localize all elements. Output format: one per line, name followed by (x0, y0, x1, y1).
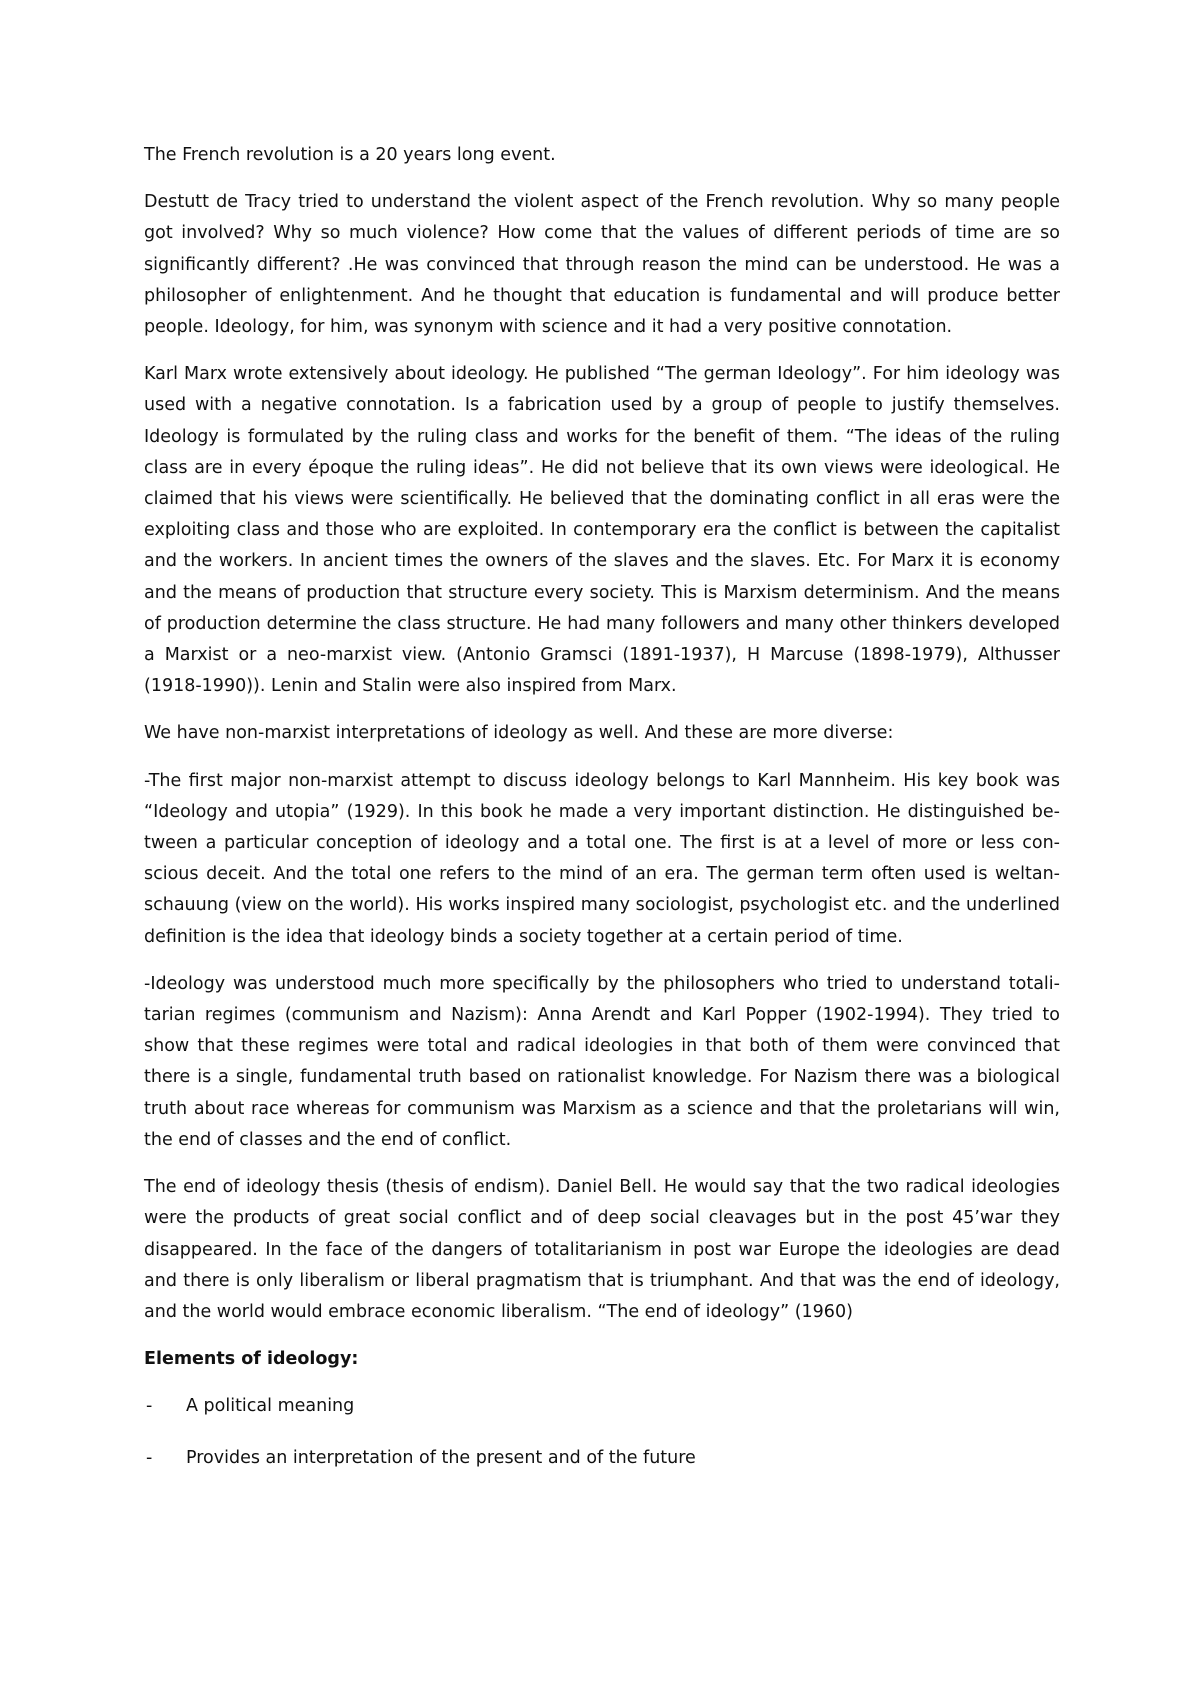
list-item-text: Provides an interpretation of the present and of the future (186, 1447, 696, 1468)
list-item (144, 1443, 1060, 1474)
bullet-dash: - (146, 1396, 153, 1417)
document-page (144, 140, 1060, 1494)
list-item (144, 1391, 1060, 1422)
paragraph-karl-mannheim: -The first major non-marxist attempt to discuss ideology belongs to Karl Mannheim. His key book was “Ideology and utopia” (1929). In this book he made a very important distinction. He distinguished between a particular conception of ideology and a total one. The first is at a level of more or less conscious deceit. And the total one refers to the mind of an era. The german term often used is weltanschauung (view on the world). His works inspired many sociologist, psychologist etc. and the underlined definition is the idea that ideology binds a society together at a certain period of time. (144, 770, 1060, 947)
paragraph-karl-marx: Karl Marx wrote extensively about ideology. He published “The german Ideology”. For him ideology was used with a negative connotation. Is a fabrication used by a group of people to justify themselves. Ideology is formulated by the ruling class and works for the benefit of them. “The ideas of the ruling class are in every époque the ruling ideas”. He did not believe that its own views were ideological. He claimed that his views were scientifically. He believed that the dominating conflict in all eras were the exploiting class and those who are exploited. In contemporary era the conflict is between the capitalist and the workers. In ancient times the owners of the slaves and the slaves. Etc. For Marx it is economy and the means of production that structure every society. This is Marxism determinism. And the means of production determine the class structure. He had many followers and many other thinkers developed a Marxist or a neo-marxist view. (Antonio Gramsci (1891-1937), H Marcuse (1898-1979), Althusser (1918-1990)). Lenin and Stalin were also inspired from Marx. (144, 364, 1060, 697)
paragraph-destutt-de-tracy: Destutt de Tracy tried to understand the violent aspect of the French revolution. Why so many people got involved? Why so much violence? How come that the values of different periods of time are so significantly different? .He was convinced that through reason the mind can be understood. He was a philosopher of enlightenment. And he thought that education is fundamental and will produce better people. Ideology, for him, was synonym with science and it had a very positive connotation. (144, 192, 1060, 338)
paragraph-totalitarian-regimes: -Ideology was understood much more specifically by the philosophers who tried to understand totalitarian regimes (communism and Nazism): Anna Arendt and Karl Popper (1902-1994). They tried to show that these regimes were total and radical ideologies in that both of them were convinced that there is a single, fundamental truth based on rationalist knowledge. For Nazism there was a biological truth about race whereas for communism was Marxism as a science and that the proletarians will win, the end of classes and the end of conflict. (144, 973, 1060, 1150)
paragraph-non-marxist-intro: We have non-marxist interpretations of ideology as well. And these are more diverse: (144, 723, 894, 744)
list-item-text: A political meaning (186, 1396, 355, 1417)
elements-heading: Elements of ideology: (144, 1349, 359, 1370)
paragraph-end-of-ideology: The end of ideology thesis (thesis of endism). Daniel Bell. He would say that the two radical ideologies were the products of great social conflict and of deep social cleavages but in the post 45’war they disappeared. In the face of the dangers of totalitarianism in post war Europe the ideologies are dead and there is only liberalism or liberal pragmatism that is triumphant. And that was the end of ideology, and the world would embrace economic liberalism. “The end of ideology” (1960) (144, 1177, 1060, 1322)
elements-list (144, 1391, 1060, 1473)
bullet-dash: - (146, 1447, 153, 1468)
paragraph-french-revolution: The French revolution is a 20 years long event. (144, 145, 556, 165)
